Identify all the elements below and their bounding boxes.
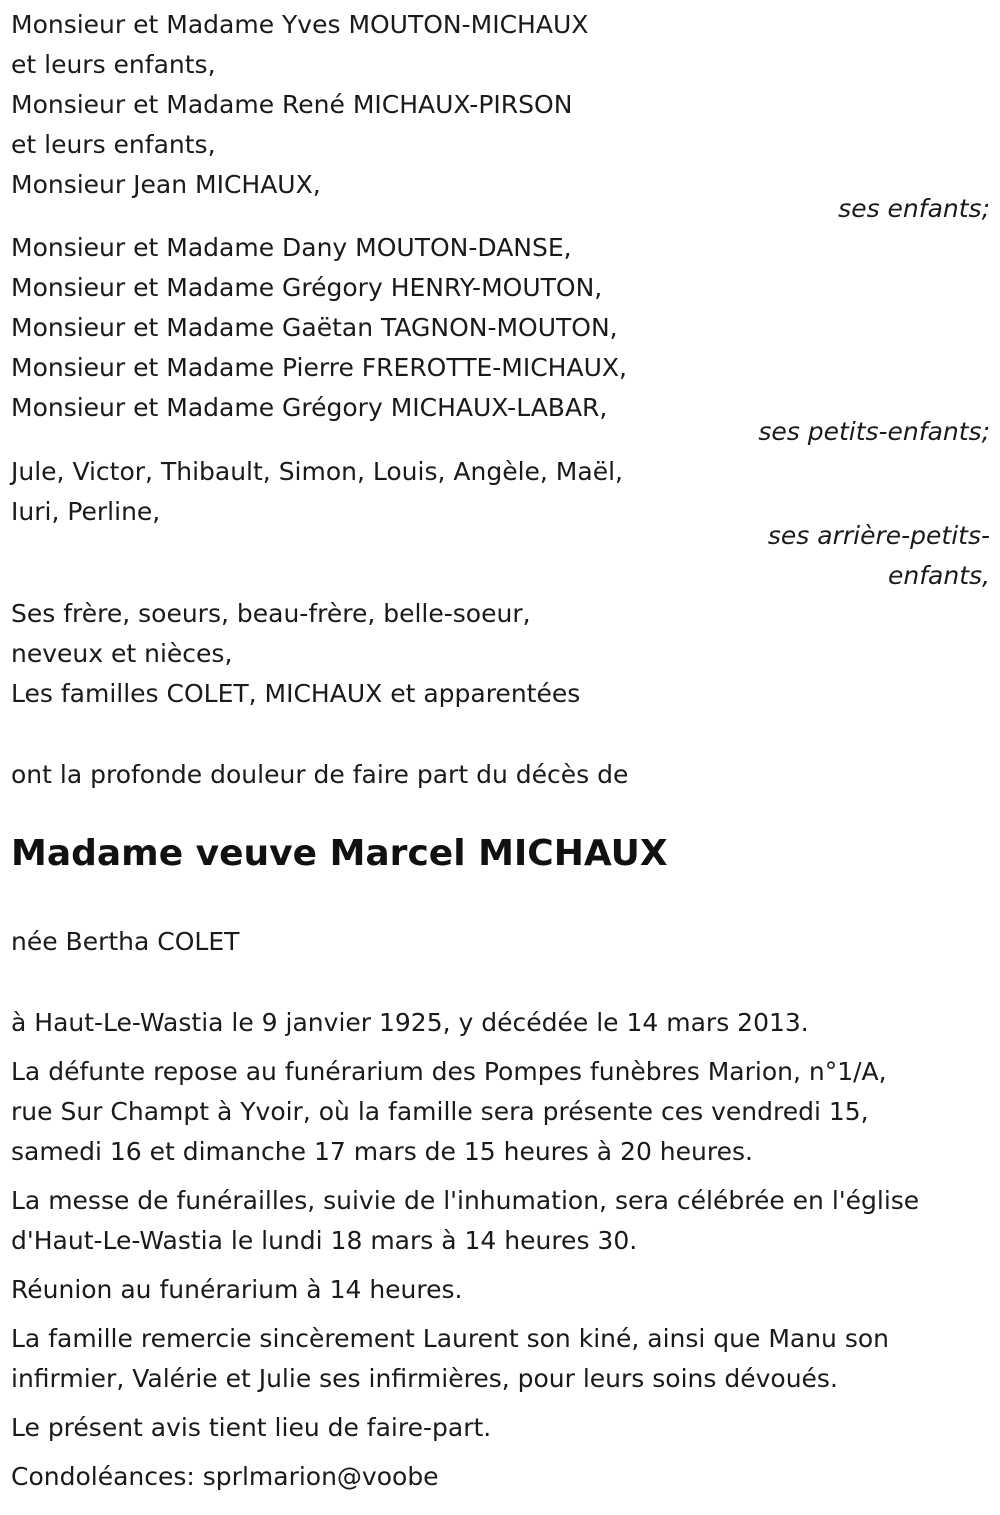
family-line: et leurs enfants, [11,50,216,79]
family-line: Monsieur et Madame Yves MOUTON-MICHAUX [11,10,589,39]
family-line: Jule, Victor, Thibault, Simon, Louis, Angèle, Maël, [11,457,623,486]
detail-line: d'Haut-Le-Wastia le lundi 18 mars à 14 heures 30. [11,1226,638,1255]
detail-paragraph [11,1181,1000,1261]
detail-paragraph [11,1457,1000,1497]
family-line: Monsieur et Madame Grégory MICHAUX-LABAR, [11,393,608,422]
details-block [11,1003,1000,1497]
detail-paragraph [11,1408,1000,1448]
detail-line: La famille remercie sincèrement Laurent son kiné, ainsi que Manu son [11,1324,890,1353]
detail-line: rue Sur Champt à Yvoir, où la famille sera présente ces vendredi 15, [11,1097,869,1126]
condolences-line: Condoléances: sprlmarion@voobe [11,1462,439,1491]
detail-paragraph [11,1270,1000,1310]
detail-line: Le présent avis tient lieu de faire-part. [11,1413,492,1442]
grandchildren-group [11,228,1000,428]
detail-paragraph [11,1052,1000,1172]
family-line: Monsieur et Madame Dany MOUTON-DANSE, [11,233,572,262]
grandchildren-label: ses petits-enfants; [758,417,990,446]
detail-line: infirmier, Valérie et Julie ses infirmières, pour leurs soins dévoués. [11,1364,838,1393]
greatgrandchildren-label-line: enfants, [888,561,990,590]
detail-line: à Haut-Le-Wastia le 9 janvier 1925, y décédée le 14 mars 2013. [11,1008,809,1037]
detail-line: Réunion au funérarium à 14 heures. [11,1275,463,1304]
children-group [11,5,1000,205]
detail-paragraph [11,1319,1000,1399]
announcement-text: ont la profonde douleur de faire part du décès de [11,760,629,789]
greatgrandchildren-label-line: ses arrière-petits- [767,521,990,550]
family-line: Monsieur et Madame Pierre FREROTTE-MICHAUX, [11,353,627,382]
detail-paragraph [11,1003,1000,1043]
family-line: et leurs enfants, [11,130,216,159]
children-label: ses enfants; [838,194,990,223]
deceased-name: Madame veuve Marcel MICHAUX [11,833,668,874]
greatgrandchildren-label [768,516,1000,596]
detail-line: La défunte repose au funérarium des Pompes funèbres Marion, n°1/A, [11,1057,887,1086]
siblings-group [11,594,1000,714]
family-line: Les familles COLET, MICHAUX et apparentées [11,679,581,708]
detail-line: La messe de funérailles, suivie de l'inhumation, sera célébrée en l'église [11,1186,920,1215]
family-line: Monsieur Jean MICHAUX, [11,170,321,199]
detail-line: samedi 16 et dimanche 17 mars de 15 heures à 20 heures. [11,1137,753,1166]
family-line: Monsieur et Madame René MICHAUX-PIRSON [11,90,573,119]
family-line: Iuri, Perline, [11,497,161,526]
family-line: Ses frère, soeurs, beau-frère, belle-soeur, [11,599,531,628]
birth-name: née Bertha COLET [11,927,240,956]
family-line: neveux et nièces, [11,639,233,668]
family-line: Monsieur et Madame Gaëtan TAGNON-MOUTON, [11,313,618,342]
family-line: Monsieur et Madame Grégory HENRY-MOUTON, [11,273,603,302]
